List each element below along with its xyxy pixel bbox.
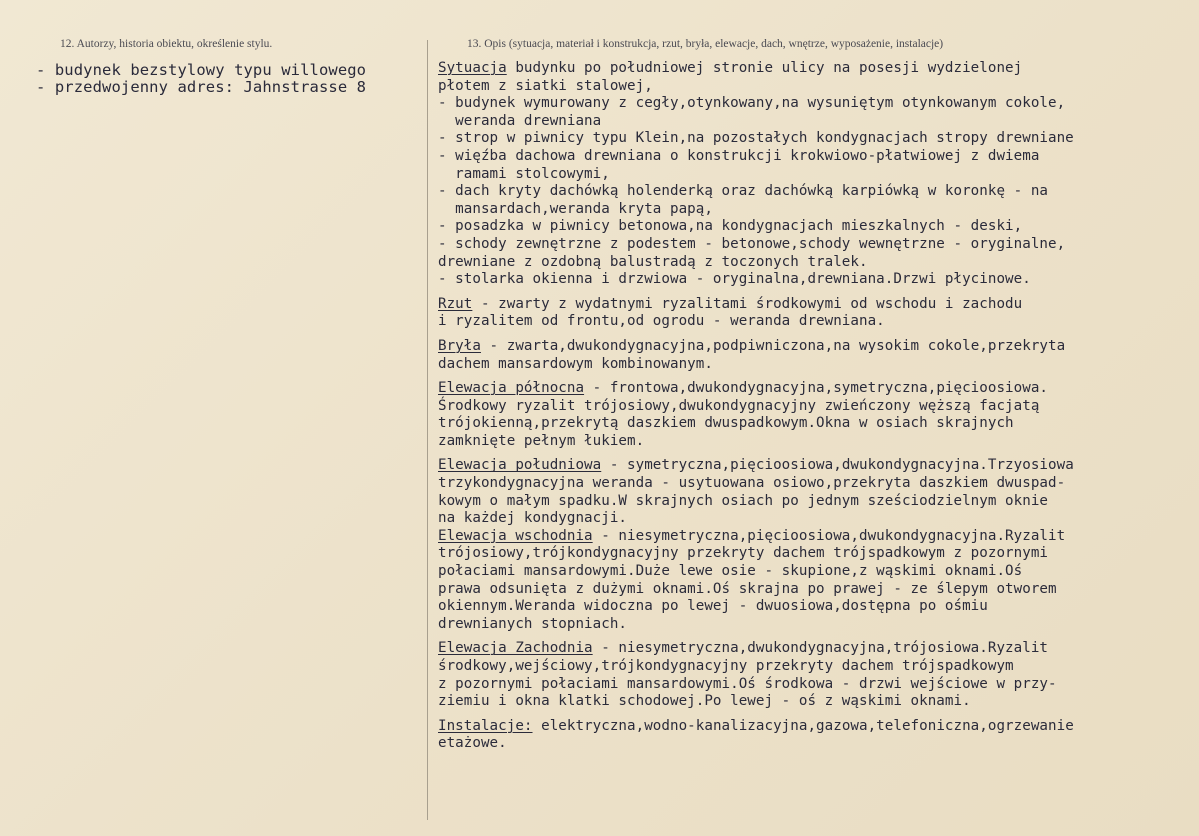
- description-paragraph: [438, 338, 1199, 373]
- paragraph-line: ramami stolcowymi,: [438, 165, 610, 182]
- paragraph-line: - posadzka w piwnicy betonowa,na kondygnacjach mieszkalnych - deski,: [438, 218, 1023, 235]
- paragraph-line: - schody zewnętrzne z podestem - betonowe,schody wewnętrzne - oryginalne,: [438, 235, 1066, 252]
- paragraph-line: dachem mansardowym kombinowanym.: [438, 355, 713, 372]
- paragraph-line: na każdej kondygnacji.: [438, 510, 628, 527]
- paragraph-text: budynku po południowej stronie ulicy na posesji wydzielonej: [506, 60, 1023, 76]
- paragraph-heading: Sytuacja: [438, 60, 507, 76]
- paragraph-line: mansardach,weranda kryta papą,: [438, 200, 713, 217]
- paragraph-first-line: [438, 296, 1199, 314]
- description-paragraph: [438, 457, 1199, 527]
- paragraph-line: trójokienną,przekrytą daszkiem dwuspadkowym.Okna w osiach skrajnych: [438, 415, 1014, 432]
- section-12-header: 12. Autorzy, historia obiektu, określenie stylu.: [60, 38, 273, 50]
- paragraph-line: - stolarka okienna i drzwiowa - oryginalna,drewniana.Drzwi płycinowe.: [438, 271, 1031, 288]
- paragraph-line: etażowe.: [438, 735, 507, 752]
- paragraph-first-line: [438, 718, 1199, 736]
- paragraph-first-line: [438, 457, 1199, 475]
- paragraph-text: - niesymetryczna,dwukondygnacyjna,trójosiowa.Ryzalit: [592, 640, 1049, 657]
- paragraph-line: z pozornymi połaciami mansardowymi.Oś środkowa - drzwi wejściowe w przy-: [438, 675, 1057, 692]
- description-paragraph: [438, 528, 1199, 634]
- paragraph-line: ziemiu i okna klatki schodowej.Po lewej - oś z wąskimi oknami.: [438, 693, 971, 710]
- paragraph-line: zamknięte pełnym łukiem.: [438, 432, 645, 449]
- paragraph-first-line: [438, 640, 1199, 658]
- paragraph-heading: Rzut: [438, 295, 473, 312]
- paragraph-text: elektryczna,wodno-kanalizacyjna,gazowa,telefoniczna,ogrzewanie: [532, 717, 1074, 734]
- paragraph-first-line: [438, 60, 1199, 78]
- paragraph-heading: Instalacje:: [438, 717, 533, 734]
- paragraph-line: trójosiowy,trójkondygnacyjny przekryty dachem trójspadkowym z pozornymi: [438, 545, 1049, 562]
- paragraph-heading: Elewacja wschodnia: [438, 527, 593, 544]
- section-13-header: 13. Opis (sytuacja, materiał i konstrukcja, rzut, bryła, elewacje, dach, wnętrze, wyposażenie, instalacje): [467, 38, 944, 50]
- description-paragraph: [438, 380, 1199, 450]
- description-paragraph: [438, 60, 1199, 289]
- paragraph-first-line: [438, 528, 1199, 546]
- style-line: - budynek bezstylowy typu willowego: [36, 61, 367, 79]
- paragraph-line: - budynek wymurowany z cegły,otynkowany,na wysuniętym otynkowanym cokole,: [438, 95, 1066, 112]
- paragraph-line: połaciami mansardowymi.Duże lewe osie - skupione,z wąskimi oknami.Oś: [438, 563, 1023, 580]
- paragraph-first-line: [438, 380, 1199, 398]
- paragraph-line: - strop w piwnicy typu Klein,na pozostałych kondygnacjach stropy drewniane: [438, 130, 1074, 147]
- authors-history-style-column: [36, 62, 421, 96]
- column-divider: [427, 40, 428, 820]
- prewar-address-line: - przedwojenny adres: Jahnstrasse 8: [36, 78, 367, 96]
- description-column: [438, 60, 1199, 760]
- paragraph-text: - frontowa,dwukondygnacyjna,symetryczna,pięcioosiowa.: [584, 380, 1049, 397]
- paragraph-line: i ryzalitem od frontu,od ogrodu - weranda drewniana.: [438, 313, 885, 330]
- description-paragraph: [438, 718, 1199, 753]
- paragraph-heading: Elewacja północna: [438, 380, 585, 397]
- paragraph-text: - symetryczna,pięcioosiowa,dwukondygnacyjna.Trzyosiowa: [601, 457, 1074, 474]
- paragraph-line: środkowy,wejściowy,trójkondygnacyjny przekryty dachem trójspadkowym: [438, 658, 1014, 674]
- paragraph-line: - dach kryty dachówką holenderką oraz dachówką karpiówką w koronkę - na: [438, 183, 1049, 200]
- paragraph-text: - zwarta,dwukondygnacyjna,podpiwniczona,na wysokim cokole,przekryta: [480, 337, 1066, 354]
- description-paragraph: [438, 296, 1199, 331]
- paragraph-line: płotem z siatki stalowej,: [438, 77, 653, 94]
- paragraph-line: drewnianych stopniach.: [438, 615, 628, 632]
- paragraph-heading: Bryła: [438, 337, 481, 354]
- paragraph-line: - więźba dachowa drewniana o konstrukcji krokwiowo-płatwiowej z dwiema: [438, 147, 1040, 164]
- paragraph-text: - niesymetryczna,pięcioosiowa,dwukondygnacyjna.Ryzalit: [592, 527, 1066, 544]
- paragraph-line: kowym o małym spadku.W skrajnych osiach po jednym sześciodzielnym oknie: [438, 492, 1049, 509]
- paragraph-heading: Elewacja południowa: [438, 457, 602, 474]
- paragraph-line: drewniane z ozdobną balustradą z toczonych tralek.: [438, 253, 868, 270]
- paragraph-line: Środkowy ryzalit trójosiowy,dwukondygnacyjny zwieńczony węższą facjatą: [438, 397, 1040, 414]
- paragraph-heading: Elewacja Zachodnia: [438, 640, 593, 657]
- paragraph-line: weranda drewniana: [438, 112, 602, 129]
- paragraph-line: prawa odsunięta z dużymi oknami.Oś skrajna po prawej - ze ślepym otworem: [438, 580, 1057, 597]
- paragraph-text: - zwarty z wydatnymi ryzalitami środkowymi od wschodu i zachodu: [472, 295, 1023, 312]
- paragraph-line: trzykondygnacyjna weranda - usytuowana osiowo,przekryta daszkiem dwuspad-: [438, 475, 1066, 492]
- description-paragraph: [438, 640, 1199, 710]
- paragraph-line: okiennym.Weranda widoczna po lewej - dwuosiowa,dostępna po ośmiu: [438, 598, 988, 615]
- paragraph-first-line: [438, 338, 1199, 356]
